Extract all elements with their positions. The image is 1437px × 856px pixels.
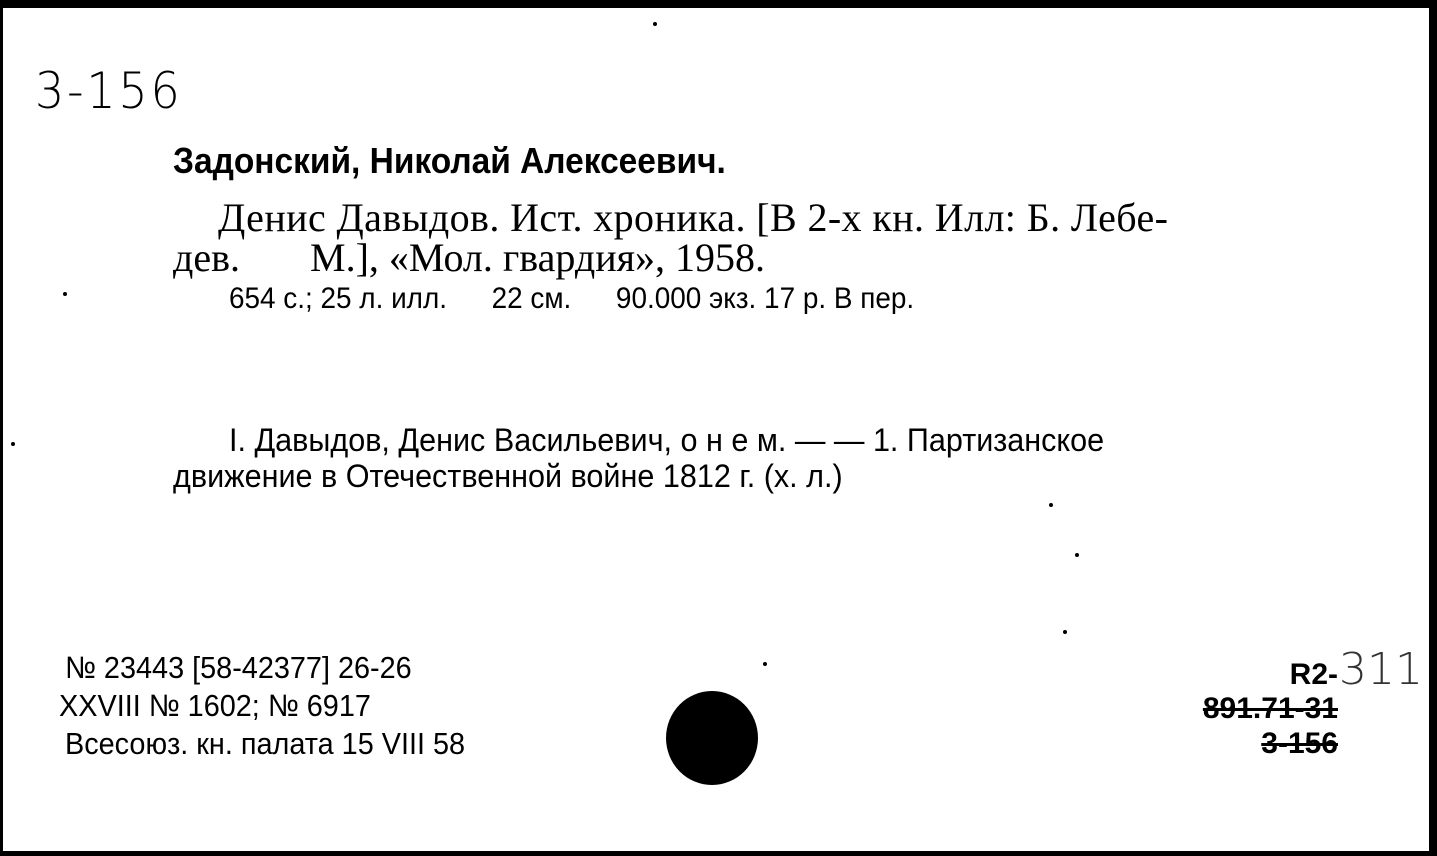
classification-line-2 [1203, 692, 1338, 726]
classification-line-1: R2- [1289, 658, 1338, 691]
classification-code: 891.71-31 [1202, 692, 1338, 725]
size-info: 22 см. [491, 282, 572, 315]
author-heading: Задонский, Николай Алексеевич. [173, 140, 726, 181]
title-line-2-start: дев. [173, 235, 240, 280]
punch-hole [666, 691, 758, 785]
imprint-line-2: XXVIII № 1602; № 6917 [59, 688, 371, 723]
speck [653, 22, 657, 26]
speck [1075, 553, 1079, 557]
title-line-2 [173, 234, 765, 281]
classification-call-number: 3-156 [1261, 727, 1338, 760]
subjects-line-1: I. Давыдов, Денис Васильевич, о н е м. — — 1. Партизанское [229, 422, 1105, 458]
copies-price-info: 90.000 экз. 17 р. В пер. [615, 282, 915, 315]
subjects-line-2: движение в Отечественной войне 1812 г. (х. л.) [173, 458, 843, 494]
handwritten-number: 311 [1339, 644, 1423, 695]
speck [763, 662, 767, 666]
classification-line-3 [1261, 727, 1338, 761]
handwritten-call-number: 3-156 [35, 62, 183, 120]
speck [1049, 503, 1053, 507]
imprint-line-3: Всесоюз. кн. палата 15 VIII 58 [65, 726, 466, 761]
title-line-1: Денис Давыдов. Ист. хроника. [В 2-х кн. Илл: Б. Лебе- [218, 195, 1169, 240]
physical-description [229, 282, 914, 316]
speck [1063, 630, 1067, 634]
pages-info: 654 с.; 25 л. илл. [229, 282, 447, 315]
speck [11, 442, 15, 446]
imprint-line-1: № 23443 [58-42377] 26-26 [65, 650, 412, 685]
speck [63, 292, 67, 296]
title-line-2-end: М.], «Мол. гвардия», 1958. [310, 235, 766, 280]
